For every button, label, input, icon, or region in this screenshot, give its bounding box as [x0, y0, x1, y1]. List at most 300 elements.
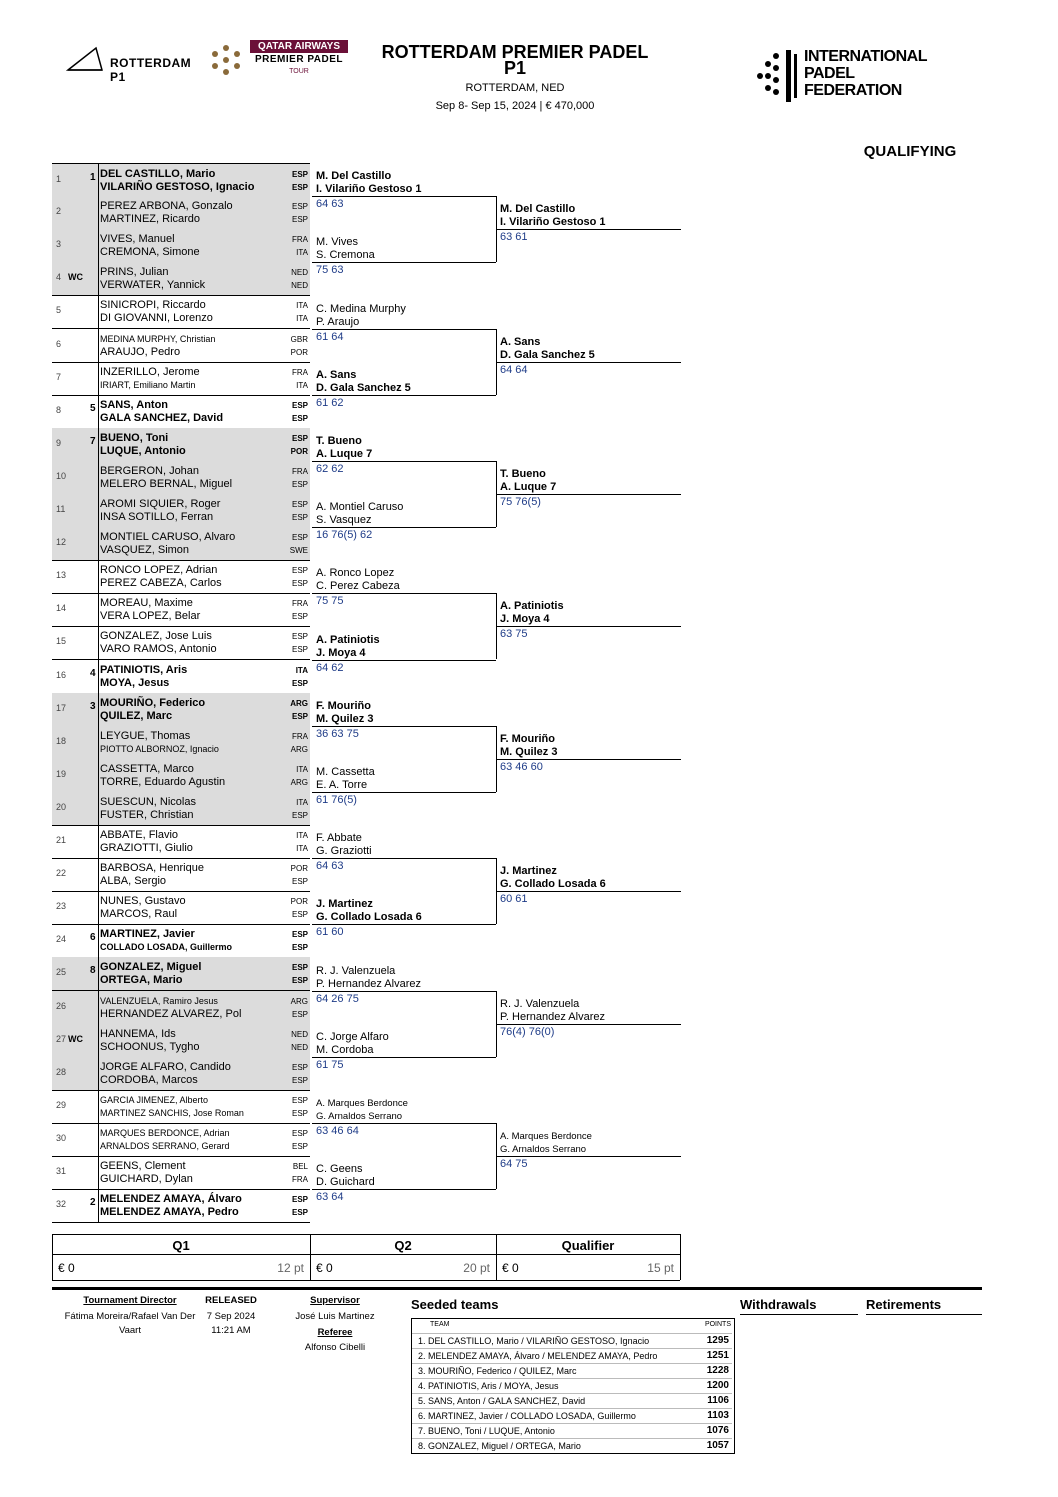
prize-qualifier-points: 15 pt [647, 1261, 674, 1275]
r1-score: 75 63 [316, 264, 344, 277]
r1-score: 61 75 [316, 1058, 344, 1071]
tour-text: TOUR [289, 68, 309, 75]
draw-row [52, 1189, 310, 1223]
seeded-row [412, 1408, 732, 1423]
r1-winner-name: A. Sans [316, 368, 357, 381]
player-name: BUENO, Toni [100, 431, 169, 444]
seeded-team: 5. SANS, Anton / GALA SANCHEZ, David [418, 1396, 586, 1406]
r1-winner-name: I. Vilariño Gestoso 1 [316, 183, 422, 196]
draw-slot [52, 1090, 99, 1123]
r2-winner-name: J. Moya 4 [500, 613, 550, 626]
r2-winner-name: M. Quilez 3 [500, 745, 558, 758]
draw-slot [52, 891, 99, 924]
player-name: MELENDEZ AMAYA, Pedro [100, 1206, 239, 1219]
draw-row [52, 1123, 310, 1157]
slot-number: 1 [56, 174, 62, 184]
draw-slot [52, 329, 99, 362]
player-name: GALA SANCHEZ, David [100, 411, 224, 424]
seeded-points: 1076 [706, 1425, 729, 1436]
player-name: INSA SOTILLO, Ferran [100, 511, 214, 523]
draw-slot [52, 295, 99, 328]
draw-slot [52, 991, 99, 1024]
draw-slot [52, 858, 99, 891]
draw-slot [52, 1123, 99, 1156]
r1-winner-name: M. Cassetta [316, 765, 375, 778]
td-name-2: Vaart [118, 1325, 141, 1336]
slot-number: 2 [56, 206, 62, 217]
ipf-text-2: PADEL [804, 65, 855, 82]
player-country: POR [290, 864, 308, 874]
r1-winner-name: E. A. Torre [316, 778, 368, 791]
player-country: ARG [290, 744, 308, 754]
player-name: MOURIÑO, Federico [100, 696, 206, 709]
slot-number: 5 [56, 305, 62, 316]
player-country: ESP [291, 711, 308, 721]
draw-row [52, 924, 310, 958]
player-name: RONCO LOPEZ, Adrian [100, 564, 218, 577]
player-country: ESP [291, 645, 308, 655]
seed-number: 4 [90, 667, 96, 679]
draw-row [52, 759, 310, 793]
r1-winner-name: G. Graziotti [316, 845, 372, 858]
player-country: ITA [296, 380, 308, 390]
r1-line [312, 858, 496, 859]
draw-row [52, 593, 310, 627]
player-country: ESP [291, 413, 308, 423]
slot-number: 15 [56, 636, 67, 647]
player-name: SUESCUN, Nicolas [100, 795, 196, 808]
seeded-team: 1. DEL CASTILLO, Mario / VILARIÑO GESTOSO, Ignacio [418, 1336, 650, 1346]
draw-slot [52, 461, 99, 494]
r1-line [312, 196, 496, 197]
r2-score: 76(4) 76(0) [500, 1025, 555, 1038]
player-country: BEL [292, 1162, 308, 1171]
player-country: ITA [296, 844, 308, 853]
seeded-row [412, 1423, 732, 1438]
seeded-points: 1200 [706, 1380, 729, 1391]
supervisor-name: José Luis Martinez [295, 1311, 375, 1322]
draw-row [52, 726, 310, 760]
player-country: GBR [290, 334, 308, 344]
player-name: ABBATE, Flavio [100, 829, 179, 841]
player-country: ESP [291, 612, 308, 622]
draw-slot [52, 759, 99, 792]
draw-row [52, 494, 310, 528]
player-name: SCHOONUS, Tygho [100, 1040, 200, 1053]
released-time: 11:21 AM [211, 1325, 251, 1336]
player-name: MARCOS, Raul [100, 908, 178, 921]
premier-padel-logo [206, 40, 348, 80]
player-name: JORGE ALFARO, Candido [100, 1060, 231, 1073]
slot-number: 3 [56, 239, 62, 250]
player-country: POR [290, 347, 308, 357]
draw-slot [52, 792, 99, 825]
rotterdam-p1-text: ROTTERDAM P1 [110, 56, 192, 84]
td-label: Tournament Director [83, 1295, 177, 1306]
player-country: ESP [291, 400, 308, 410]
seeded-row [412, 1393, 732, 1408]
slot-number: 8 [56, 404, 62, 415]
r2-winner-name: A. Patiniotis [500, 600, 564, 613]
player-country: FRA [292, 466, 308, 476]
slot-number: 17 [56, 702, 67, 713]
r2-winner-name: A. Sans [500, 335, 541, 348]
seed-number: 2 [90, 1197, 96, 1209]
r1-winner-name: T. Bueno [316, 434, 362, 447]
r1-winner-name: P. Hernandez Alvarez [316, 977, 421, 990]
player-name: GONZALEZ, Miguel [100, 961, 202, 974]
prize-q1-label: Q1 [172, 1238, 190, 1253]
page-title [345, 44, 685, 76]
draw-slot [52, 428, 99, 461]
player-name: INZERILLO, Jerome [100, 365, 200, 378]
rotterdam-p1-logo [66, 44, 201, 84]
seed-number: 1 [90, 172, 96, 183]
player-country: ARG [290, 698, 308, 708]
draw-slot [52, 262, 99, 295]
r2-winner-name: P. Hernandez Alvarez [500, 1010, 605, 1023]
player-name: DI GIOVANNI, Lorenzo [100, 312, 213, 325]
slot-number: 21 [56, 835, 67, 845]
r1-score: 36 63 75 [316, 727, 359, 740]
player-name: TORRE, Eduardo Agustin [100, 775, 226, 788]
prize-qualifier-money: € 0 [502, 1261, 519, 1275]
player-name: BARBOSA, Henrique [100, 862, 204, 875]
prize-q2-label: Q2 [394, 1238, 412, 1253]
seeded-points: 1251 [706, 1350, 729, 1361]
draw-row [52, 527, 310, 561]
player-country: NED [291, 1042, 308, 1052]
draw-slot [52, 494, 99, 527]
r1-score: 63 64 [316, 1191, 344, 1204]
r1-line [312, 991, 496, 992]
player-country: ESP [291, 202, 308, 212]
r2-winner-name: J. Martinez [500, 865, 557, 878]
r1-winner-name: S. Vasquez [316, 514, 372, 527]
player-name: ORTEGA, Mario [100, 974, 183, 987]
player-name: GUICHARD, Dylan [100, 1173, 193, 1185]
slot-number: 28 [56, 1066, 67, 1077]
draw-slot [52, 626, 99, 659]
player-country: ESP [291, 877, 308, 887]
player-name: ARNALDOS SERRANO, Gerard [100, 1140, 230, 1151]
r2-line [497, 759, 681, 760]
player-name: PEREZ CABEZA, Carlos [100, 577, 222, 590]
player-country: ESP [291, 1128, 308, 1138]
title-line-2: P1 [503, 58, 527, 78]
r2-line [497, 891, 681, 892]
player-name: LEYGUE, Thomas [100, 729, 191, 742]
prize-q2-money: € 0 [316, 1261, 333, 1275]
seeded-row [412, 1333, 732, 1348]
player-country: NED [291, 281, 308, 291]
player-name: FUSTER, Christian [100, 808, 194, 821]
slot-number: 26 [56, 1000, 67, 1011]
player-country: ESP [291, 976, 308, 986]
referee-label: Referee [317, 1327, 353, 1338]
player-country: ESP [291, 1195, 308, 1205]
player-country: FRA [292, 599, 308, 609]
seeded-team-col: TEAM [430, 1321, 450, 1328]
draw-row [52, 693, 310, 727]
r1-winner-name: C. Geens [316, 1163, 363, 1176]
seeded-points: 1295 [706, 1335, 729, 1346]
player-country: ITA [296, 764, 308, 774]
slot-number: 20 [56, 801, 67, 812]
player-name: VILARIÑO GESTOSO, Ignacio [100, 181, 255, 193]
prize-q1-points: 12 pt [277, 1261, 304, 1275]
slot-number: 11 [56, 504, 66, 514]
r1-score: 64 63 [316, 198, 344, 211]
player-country: ESP [291, 533, 308, 543]
player-name: MELENDEZ AMAYA, Álvaro [100, 1193, 242, 1206]
r1-line [312, 1189, 496, 1190]
r2-line [497, 626, 681, 627]
player-name: PRINS, Julian [100, 266, 169, 279]
player-name: MEDINA MURPHY, Christian [100, 333, 216, 344]
player-name: ARAUJO, Pedro [100, 345, 181, 358]
ipf-text-3: FEDERATION [804, 82, 902, 99]
slot-number: 22 [56, 868, 67, 879]
r2-winner-name: D. Gala Sanchez 5 [500, 348, 595, 361]
seeded-table [411, 1318, 735, 1454]
seed-number: 5 [90, 402, 96, 414]
r1-line [312, 792, 496, 793]
player-country: ARG [290, 996, 308, 1006]
title-line-1: ROTTERDAM PREMIER PADEL [381, 42, 649, 62]
draw-row [52, 626, 310, 660]
r2-score: 64 64 [500, 363, 528, 376]
draw-slot [52, 164, 99, 197]
r2-line [497, 229, 681, 230]
player-name: COLLADO LOSADA, Guillermo [100, 942, 233, 953]
player-name: NUNES, Gustavo [100, 895, 186, 908]
seeded-points: 1106 [707, 1395, 729, 1406]
player-country: ESP [291, 910, 308, 920]
r1-line [312, 262, 496, 263]
seeded-team: 3. MOURIÑO, Federico / QUILEZ, Marc [418, 1366, 577, 1376]
r1-winner-name: M. Vives [316, 236, 358, 249]
player-name: VASQUEZ, Simon [100, 544, 190, 557]
r1-winner-name: J. Moya 4 [316, 646, 366, 659]
seeded-teams-label: Seeded teams [411, 1297, 499, 1312]
player-country: ESP [291, 810, 308, 820]
r1-score: 61 76(5) [316, 793, 357, 806]
r1-score: 64 26 75 [316, 992, 359, 1005]
withdrawals-label: Withdrawals [740, 1297, 817, 1312]
player-country: ESP [291, 579, 308, 589]
r1-winner-name: C. Medina Murphy [316, 302, 406, 315]
player-name: CASSETTA, Marco [100, 762, 194, 775]
slot-number: 18 [56, 735, 67, 746]
r1-winner-name: G. Collado Losada 6 [316, 911, 422, 924]
player-name: PEREZ ARBONA, Gonzalo [100, 200, 233, 213]
premier-padel-text: PREMIER PADEL [255, 54, 343, 65]
draw-row [52, 825, 310, 859]
premier-padel-emblem-icon [206, 42, 246, 78]
player-country: FRA [292, 1175, 308, 1184]
draw-slot [52, 1189, 99, 1222]
r1-winner-name: R. J. Valenzuela [316, 964, 396, 977]
player-name: VERWATER, Yannick [100, 279, 206, 292]
r1-line [312, 329, 496, 330]
player-country: ESP [291, 943, 308, 953]
player-country: POR [290, 446, 308, 456]
draw-row [52, 1156, 310, 1190]
player-country: ESP [291, 215, 308, 225]
player-name: ALBA, Sergio [100, 875, 167, 888]
seeded-team: 8. GONZALEZ, Miguel / ORTEGA, Mario [418, 1441, 581, 1451]
slot-number: 30 [56, 1132, 67, 1143]
player-country: ESP [291, 1062, 308, 1072]
r1-score: 75 75 [316, 595, 344, 608]
player-name: GARCIA JIMENEZ, Alberto [100, 1094, 209, 1105]
r1-score: 61 64 [316, 330, 344, 343]
draw-row [52, 560, 310, 594]
player-name: AROMI SIQUIER, Roger [100, 498, 221, 510]
r1-score: 61 60 [316, 926, 344, 939]
draw-row [52, 461, 310, 495]
player-name: LUQUE, Antonio [100, 444, 186, 457]
player-country: ESP [291, 1009, 308, 1019]
prize-qualifier-label: Qualifier [561, 1238, 615, 1253]
draw-slot [52, 527, 99, 560]
player-country: ARG [290, 777, 308, 787]
r2-winner-name: A. Luque 7 [500, 481, 557, 493]
r1-winner-name: A. Montiel Caruso [316, 501, 404, 514]
slot-number: 9 [56, 437, 62, 448]
slot-number: 27 [56, 1033, 67, 1044]
draw-slot [52, 1057, 99, 1090]
slot-number: 31 [56, 1166, 67, 1176]
player-country: ESP [291, 632, 308, 642]
draw-row [52, 1024, 310, 1058]
player-name: IRIART, Emiliano Martin [100, 379, 196, 390]
referee-name: Alfonso Cibelli [304, 1342, 366, 1353]
r1-winner-name: M. Quilez 3 [316, 712, 374, 725]
draw-slot [52, 660, 99, 693]
player-name: MARTINEZ SANCHIS, Jose Roman [100, 1107, 244, 1118]
ipf-text-1: INTERNATIONAL [804, 48, 927, 65]
dates-prize: Sep 8- Sep 15, 2024 | € 470,000 [435, 100, 595, 112]
player-name: BERGERON, Johan [100, 464, 200, 477]
player-name: GONZALEZ, Jose Luis [100, 630, 212, 643]
r1-winner-name: C. Perez Cabeza [316, 580, 400, 593]
player-country: ESP [291, 170, 308, 179]
draw-row [52, 262, 310, 296]
player-name: VERA LOPEZ, Belar [100, 610, 201, 623]
player-name: QUILEZ, Marc [100, 709, 173, 722]
slot-number: 7 [56, 371, 62, 382]
seeded-team: 7. BUENO, Toni / LUQUE, Antonio [418, 1426, 555, 1436]
draw-slot [52, 726, 99, 759]
r1-line [312, 1057, 496, 1058]
wildcard-badge: WC [68, 272, 83, 283]
r1-winner-name: M. Cordoba [316, 1043, 374, 1056]
prize-q2-points: 20 pt [463, 1261, 490, 1275]
player-name: VARO RAMOS, Antonio [100, 643, 217, 656]
r1-score: 63 46 64 [316, 1124, 359, 1137]
draw-row [52, 362, 310, 396]
section-title: QUALIFYING [863, 143, 957, 160]
draw-row [52, 229, 310, 263]
slot-number: 16 [56, 669, 67, 680]
draw-slot [52, 395, 99, 428]
seeded-points: 1103 [707, 1410, 729, 1421]
r1-line [312, 461, 496, 462]
slot-number: 13 [56, 570, 67, 581]
draw-row [52, 428, 310, 462]
r2-winner-name: A. Marques Berdonce [500, 1131, 592, 1142]
draw-slot [52, 825, 99, 858]
player-country: ITA [296, 831, 308, 840]
location: ROTTERDAM, NED [465, 82, 565, 94]
slot-number: 4 [56, 272, 62, 283]
player-country: FRA [292, 235, 308, 245]
r2-score: 75 76(5) [500, 496, 541, 508]
player-name: SANS, Anton [100, 398, 169, 411]
player-country: ITA [296, 797, 308, 807]
draw-row [52, 1057, 310, 1091]
player-country: ESP [291, 479, 308, 489]
draw-row [52, 163, 310, 198]
seed-number: 7 [90, 435, 96, 447]
draw-slot [52, 196, 99, 229]
r1-winner-name: A. Luque 7 [316, 447, 373, 460]
r1-line [312, 593, 496, 594]
player-name: CREMONA, Simone [100, 246, 200, 259]
seeded-row [412, 1348, 732, 1363]
seeded-row [412, 1363, 732, 1378]
r1-winner-name: D. Gala Sanchez 5 [316, 381, 411, 394]
player-country: ESP [291, 433, 308, 443]
r2-score: 63 75 [500, 628, 528, 641]
player-country: ESP [291, 1075, 308, 1085]
r1-score: 16 76(5) 62 [316, 529, 373, 542]
retirements-rule [866, 1314, 982, 1315]
draw-row [52, 329, 310, 363]
r2-winner-name: G. Collado Losada 6 [500, 878, 606, 891]
player-name: VIVES, Manuel [100, 233, 175, 246]
player-country: ESP [291, 963, 308, 973]
r2-line [497, 494, 681, 495]
r2-score: 60 61 [500, 893, 528, 906]
player-country: ESP [291, 1108, 308, 1118]
seed-number: 3 [90, 700, 96, 712]
r1-winner-name: F. Abbate [316, 832, 362, 845]
r1-winner-name: M. Del Castillo [316, 170, 392, 183]
r1-winner-name: D. Guichard [316, 1176, 375, 1189]
draw-row [52, 295, 310, 329]
player-country: ITA [296, 301, 308, 311]
player-name: GEENS, Clement [100, 1160, 186, 1172]
r1-winner-name: J. Martinez [316, 898, 373, 911]
ipf-logo [750, 46, 927, 106]
slot-number: 29 [56, 1099, 67, 1110]
player-country: ITA [296, 314, 308, 324]
player-name: MOREAU, Maxime [100, 597, 193, 610]
r2-score: 64 75 [500, 1158, 528, 1170]
withdrawals-rule [740, 1314, 858, 1315]
slot-number: 6 [56, 338, 62, 349]
seeded-points: 1228 [706, 1365, 729, 1376]
slot-number: 19 [56, 768, 67, 779]
seeded-team: 6. MARTINEZ, Javier / COLLADO LOSADA, Guillermo [418, 1411, 636, 1421]
r2-winner-name: F. Mouriño [500, 732, 555, 745]
draw-row [52, 196, 310, 230]
player-name: MONTIEL CARUSO, Alvaro [100, 531, 236, 544]
draw-row [52, 991, 310, 1025]
